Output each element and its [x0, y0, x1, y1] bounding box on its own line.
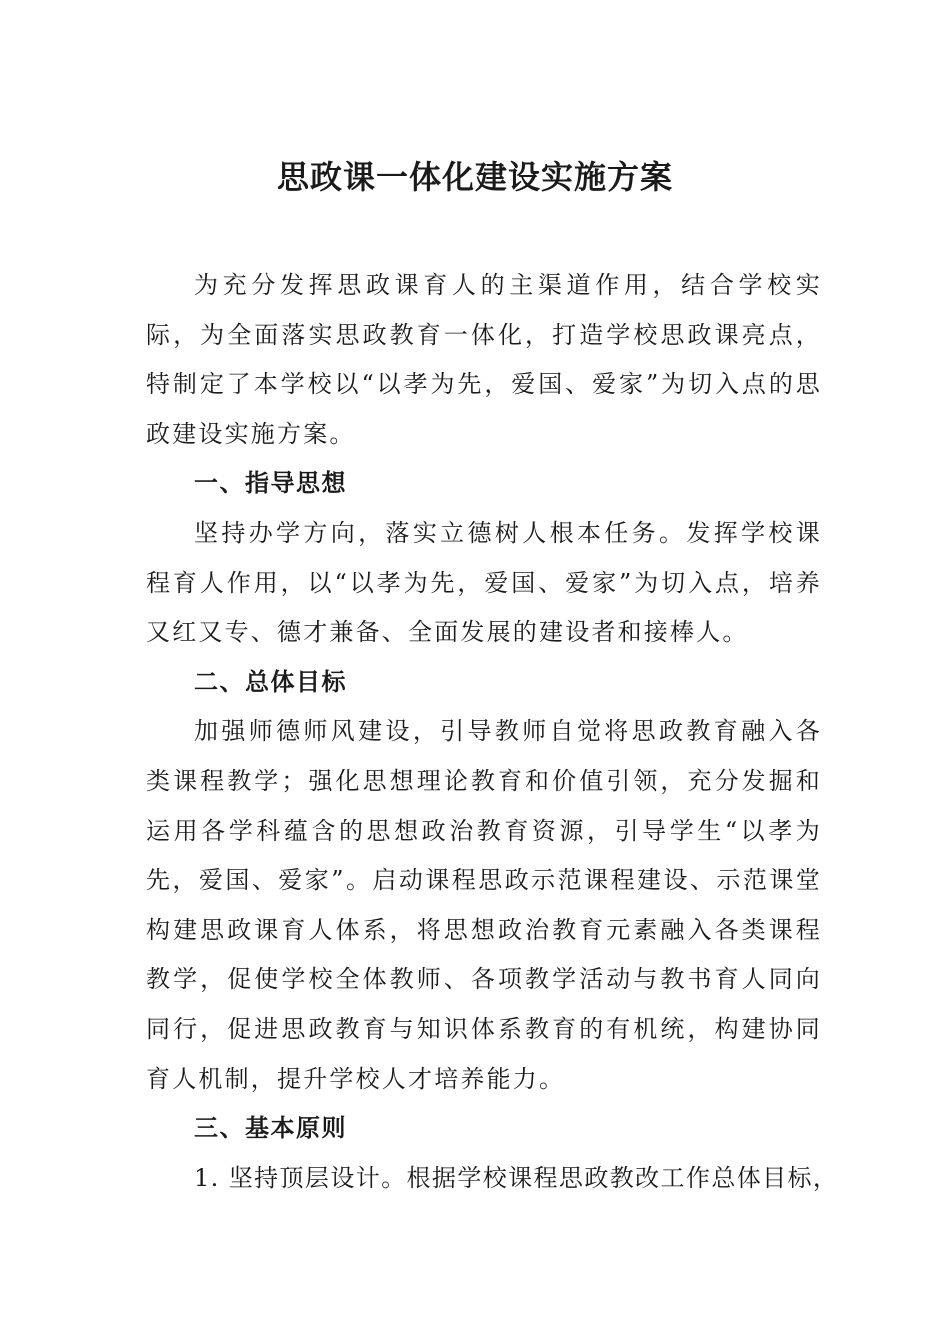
section-text-overall-goals: 加强师德师风建设，引导教师自觉将思政教育融入各类课程教学；强化思想理论教育和价值引领，充分发掘和运用各学科蕴含的思想政治教育资源，引导学生“以孝为先，爱国、爱家”。启动课程思政示范课程建设、示范课堂构建思政课育人体系，将思想政治教育元素融入各类课程教学，促使学校全体教师、各项教学活动与教书育人同向同行，促进思政教育与知识体系教育的有机统，构建协同育人机制，提升学校人才培养能力。 — [146, 717, 822, 1093]
document-body — [146, 261, 839, 1203]
section-heading-basic-principles: 三、基本原则 — [194, 1114, 347, 1143]
intro-paragraph: 为充分发挥思政课育人的主渠道作用，结合学校实际，为全面落实思政教育一体化，打造学校思政课亮点，特制定了本学校以“以孝为先，爱国、爱家”为切入点的思政建设实施方案。 — [146, 271, 822, 448]
section-heading-guiding-ideology: 一、指导思想 — [194, 469, 347, 498]
section-text-guiding-ideology: 坚持办学方向，落实立德树人根本任务。发挥学校课程育人作用，以“以孝为先，爱国、爱家”为切入点，培养又红又专、德才兼备、全面发展的建设者和接棒人。 — [146, 518, 822, 647]
section-text-basic-principles: 1. 坚持顶层设计。根据学校课程思政教改工作总体目标， — [194, 1163, 839, 1192]
document-title: 思政课一体化建设实施方案 — [276, 158, 673, 196]
section-heading-overall-goals: 二、总体目标 — [194, 667, 347, 696]
